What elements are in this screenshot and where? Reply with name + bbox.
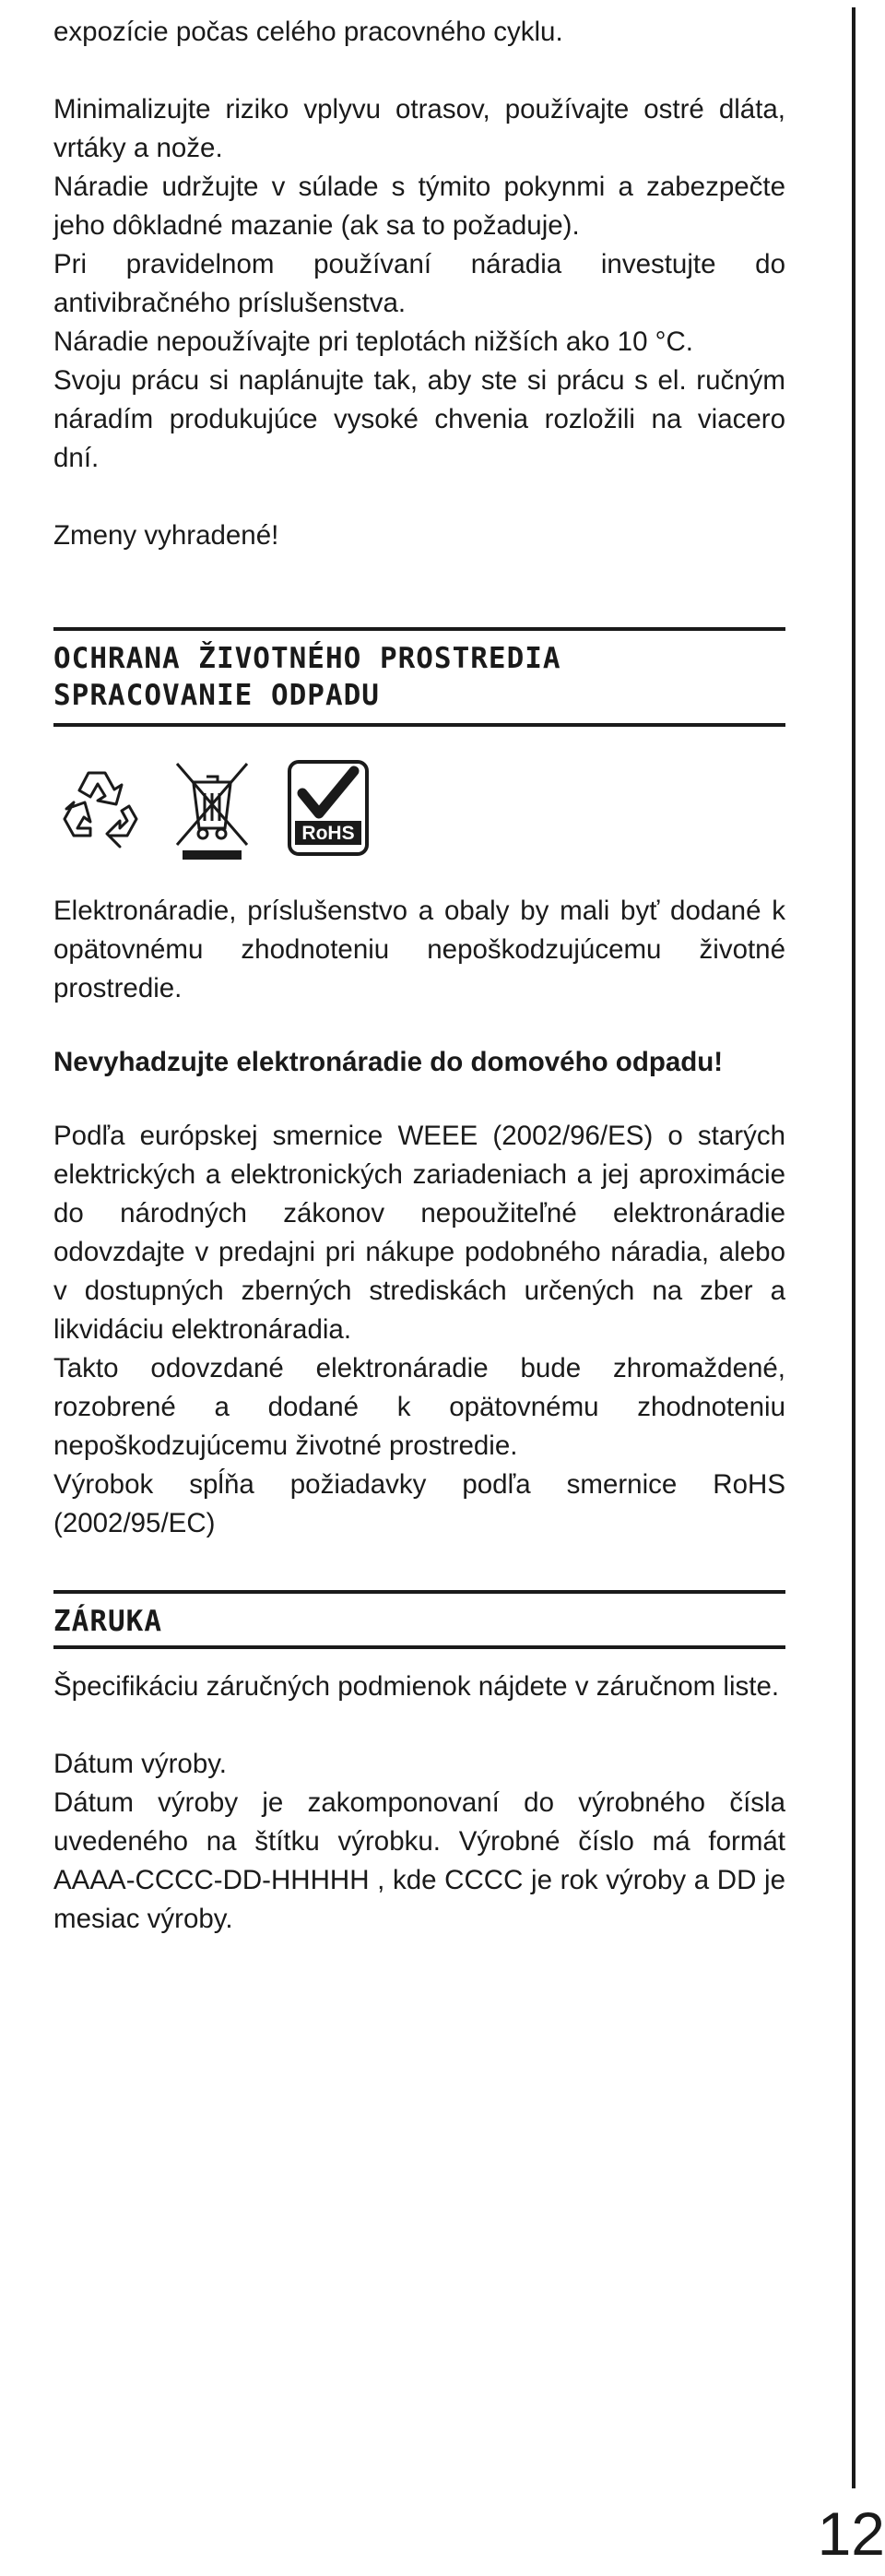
disposal-icons bbox=[53, 756, 607, 867]
crossed-bin-icon bbox=[166, 756, 258, 862]
intro-para-temperature: Náradie nepoužívajte pri teplotách nižších ako 10 °C. bbox=[53, 326, 693, 357]
intro-para-maintenance: Náradie udržujte v súlade s týmito pokynmi a zabezpečte jeho dôkladné mazanie (ak sa to požaduje). bbox=[53, 172, 785, 241]
intro-para-antivibration: Pri pravidelnom používaní náradia investujte do antivibračného príslušenstva. bbox=[53, 249, 785, 318]
rohs-icon bbox=[284, 756, 376, 862]
env-top-rule bbox=[53, 627, 785, 631]
manufacture-date-label: Dátum výroby. bbox=[53, 1749, 227, 1779]
changes-reserved: Zmeny vyhradené! bbox=[53, 520, 279, 551]
warranty-para-serial: Dátum výroby je zakomponovaní do výrobného čísla uvedeného na štítku výrobku. Výrobné číslo má formát AAAA-CCCC-DD-HHHHH , kde CCCC je rok výroby a DD je mesiac výroby. bbox=[53, 1787, 785, 1934]
recycle-icon bbox=[53, 756, 146, 858]
env-para-collected: Takto odovzdané elektronáradie bude zhromaždené, rozobrené a dodané k opätovnému zhodnoteniu nepoškodzujúcemu životné prostredie. bbox=[53, 1353, 785, 1461]
env-para-weee: Podľa európskej smernice WEEE (2002/96/ES) o starých elektrických a elektronických zariadeniach a jej aproximácie do národných zákonov nepoužiteľné elektronáradie odovzdajte v predajni pri nákupe podobného náradia, alebo v dostupných zberných strediskách určených na zber a likvidáciu elektronáradia. bbox=[53, 1121, 785, 1345]
rohs-sub-label: 2002/95/EC bbox=[311, 847, 346, 853]
intro-para-sharp-tools: Minimalizujte riziko vplyvu otrasov, používajte ostré dláta, vrtáky a nože. bbox=[53, 94, 785, 163]
warranty-heading-wrap bbox=[53, 1603, 785, 1640]
env-warning: Nevyhadzujte elektronáradie do domového odpadu! bbox=[53, 1047, 724, 1077]
env-bottom-rule bbox=[53, 723, 785, 727]
env-para-rohs: Výrobok spĺňa požiadavky podľa smernice RoHS (2002/95/EC) bbox=[53, 1469, 785, 1538]
env-body bbox=[53, 892, 785, 1543]
rohs-label: RoHS bbox=[301, 823, 355, 844]
warranty-bottom-rule bbox=[53, 1645, 785, 1649]
env-para-recycling: Elektronáradie, príslušenstvo a obaly by mali byť dodané k opätovnému zhodnoteniu nepoškodzujúcemu životné prostredie. bbox=[53, 896, 785, 1003]
intro-line: expozície počas celého pracovného cyklu. bbox=[53, 17, 563, 47]
warranty-heading: ZÁRUKA bbox=[53, 1605, 162, 1638]
warranty-para-conditions: Špecifikáciu záručných podmienok nájdete v záručnom liste. bbox=[53, 1671, 780, 1702]
warranty-top-rule bbox=[53, 1590, 785, 1594]
intro-section bbox=[53, 13, 785, 555]
right-margin-rule bbox=[852, 7, 856, 2488]
env-heading bbox=[53, 640, 785, 714]
env-heading-line1: OCHRANA ŽIVOTNÉHO PROSTREDIA bbox=[53, 642, 561, 675]
env-heading-line2: SPRACOVANIE ODPADU bbox=[53, 679, 380, 712]
page-number: 12 bbox=[817, 2499, 885, 2568]
warranty-body bbox=[53, 1668, 785, 1939]
intro-para-planning: Svoju prácu si naplánujte tak, aby ste si prácu s el. ručným náradím produkujúce vysoké chvenia rozložili na viacero dní. bbox=[53, 365, 785, 473]
